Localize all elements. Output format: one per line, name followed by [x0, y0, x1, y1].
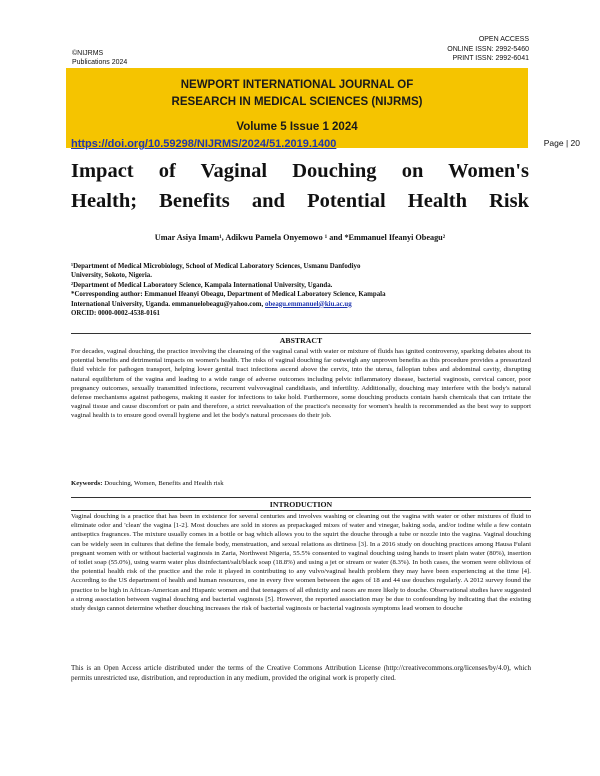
keywords — [71, 480, 224, 487]
journal-name — [66, 77, 528, 111]
abstract-top-rule — [71, 333, 531, 334]
journal-banner — [66, 68, 528, 148]
abstract-heading: ABSTRACT — [279, 336, 323, 345]
corresponding-email-link[interactable]: obeagu.emmanuel@kiu.ac.ug — [265, 300, 352, 308]
abstract-text: For decades, vaginal douching, the practice involving the cleansing of the vaginal canal with water or mixture of fluids has ignited controversy, sparking debates about its potential benefits and detrimental impacts on women's health. The risks of vaginal douching far outweigh any unproven benefits as this procedure provides a pressurized fluid vehicle for pathogen transport, helping lower genital tract infections ascend above the cervix, into the uterus, fallopian tubes and abdominal cavity, disrupting natural equilibrium of the vagina and leading to a wide range of adverse outcomes including pelvic inflammatory disease, bacterial vaginosis, cervical cancer, poor pregnancy outcomes, sexually transmitted infections, recurrent vulvovaginal candidiasis, and infertility. Additionally, douching may interfere with the body's natural defense mechanisms against pathogens, making it easier for infections to take hold. Furthermore, some douching products contain harsh chemicals that can irritate the vaginal tissue and cause discomfort or pain and therefore, a strict reevaluation of the practice's necessity for women's health is recommended as the best way to support vaginal health is to ensure good overall hygiene and let the body's natural processes do their job. — [71, 348, 531, 420]
affiliation-1-line2: University, Sokoto, Nigeria. — [71, 272, 152, 280]
title-line2: Health; Benefits and Potential Health Risk — [71, 190, 529, 212]
affiliation-1-line1: ¹Department of Medical Microbiology, School of Medical Laboratory Sciences, Usmanu Danfodiyo — [71, 263, 361, 270]
affiliations — [71, 262, 531, 318]
journal-name-line1: NEWPORT INTERNATIONAL JOURNAL OF — [180, 79, 414, 91]
header-right — [447, 35, 529, 64]
keywords-list: Douching, Women, Benefits and Health risk — [104, 480, 224, 487]
header-left — [72, 49, 127, 67]
open-access-label: OPEN ACCESS — [478, 36, 529, 43]
page-number: Page | 20 — [543, 138, 580, 148]
intro-top-rule — [71, 497, 531, 498]
corresponding-author-text: International University, Uganda. emmanuelobeagu@yahoo.com, — [71, 300, 264, 308]
corresponding-author-line2 — [71, 300, 531, 309]
article-title — [71, 156, 529, 216]
introduction-text: Vaginal douching is a practice that has been in existence for several centuries and involves washing or cleaning out the vagina with water or other mixtures of fluid to eliminate odor and 'clean' the vagina [1-2]. Most douches are sold in stores as prepackaged mixes of water and vinegar, baking soda, and/or iodine while a few contain antiseptics fragrances. The mixture usually comes in a bottle or bag which allows you to the squirt the douche through a tube or nozzle into the vagina. Vaginal douching can be widely seen in cultures that define the female body, menstruation, and sexual relations as dirtiness [3]. In a 2016 study on douching practices among Hausa Fulani pregnant women with or without bacterial vaginosis in Zaria, Northwest Nigeria, 55.5% consented to vaginal douching using hands to insert plain water (80%), insertion of toilet soap (55.0%), using warm water plus disinfectant/salt/black soap (18.8%) and using a jet or stream or water (8.3%). In both cases, the women were oblivious of the potential health risk of the practice and the role it played in contributing to any vulvo/vaginal health problem they may have been experiencing at the time [4]. According to the US department of health and human resources, one in every five women between the ages of 18 and 44 use douches regularly. A 2012 survey found the practice to be high in African-American and Hispanic women and that teenagers of all ethnicity and races are more likely to douche. Observational studies have suggested a strong association between vaginal douching and bacterial vaginosis [5]. However, the reported association may be due to confounding by indicating that the existing study design cannot determine whether douching increases the risk of bacterial vaginosis or bacterial vaginosis symptoms lead women to douche — [71, 513, 531, 613]
title-line1: Impact of Vaginal Douching on Women's — [71, 160, 529, 182]
keywords-label: Keywords: — [71, 480, 103, 487]
publications-year: Publications 2024 — [72, 59, 128, 66]
intro-bottom-rule — [71, 510, 531, 511]
license-notice: This is an Open Access article distributed under the terms of the Creative Commons Attribution License (http://creativecommons.org/licenses/by/4.0), which permits unrestricted use, distribution, and reproduction in any medium, provided the original work is properly cited. — [71, 664, 531, 682]
journal-name-line2: RESEARCH IN MEDICAL SCIENCES (NIJRMS) — [171, 96, 423, 108]
doi-link[interactable]: https://doi.org/10.59298/NIJRMS/2024/51.2019.1400 — [71, 138, 337, 150]
orcid: ORCID: 0000-0002-4538-0161 — [71, 310, 160, 318]
print-issn: PRINT ISSN: 2992-6041 — [452, 55, 529, 62]
corresponding-author-line1: *Corresponding author: Emmanuel Ifeanyi Obeagu, Department of Medical Laboratory Science, Kampala — [71, 291, 386, 299]
authors: Umar Asiya Imam¹, Adikwu Pamela Onyemowo ¹ and *Emmanuel Ifeanyi Obeagu² — [154, 233, 446, 242]
volume-issue: Volume 5 Issue 1 2024 — [236, 121, 358, 133]
publisher: ©NIJRMS — [72, 50, 104, 57]
introduction-heading: INTRODUCTION — [269, 500, 333, 509]
online-issn: ONLINE ISSN: 2992-5460 — [447, 45, 529, 53]
affiliation-2: ²Department of Medical Laboratory Science, Kampala International University, Uganda. — [71, 281, 333, 289]
